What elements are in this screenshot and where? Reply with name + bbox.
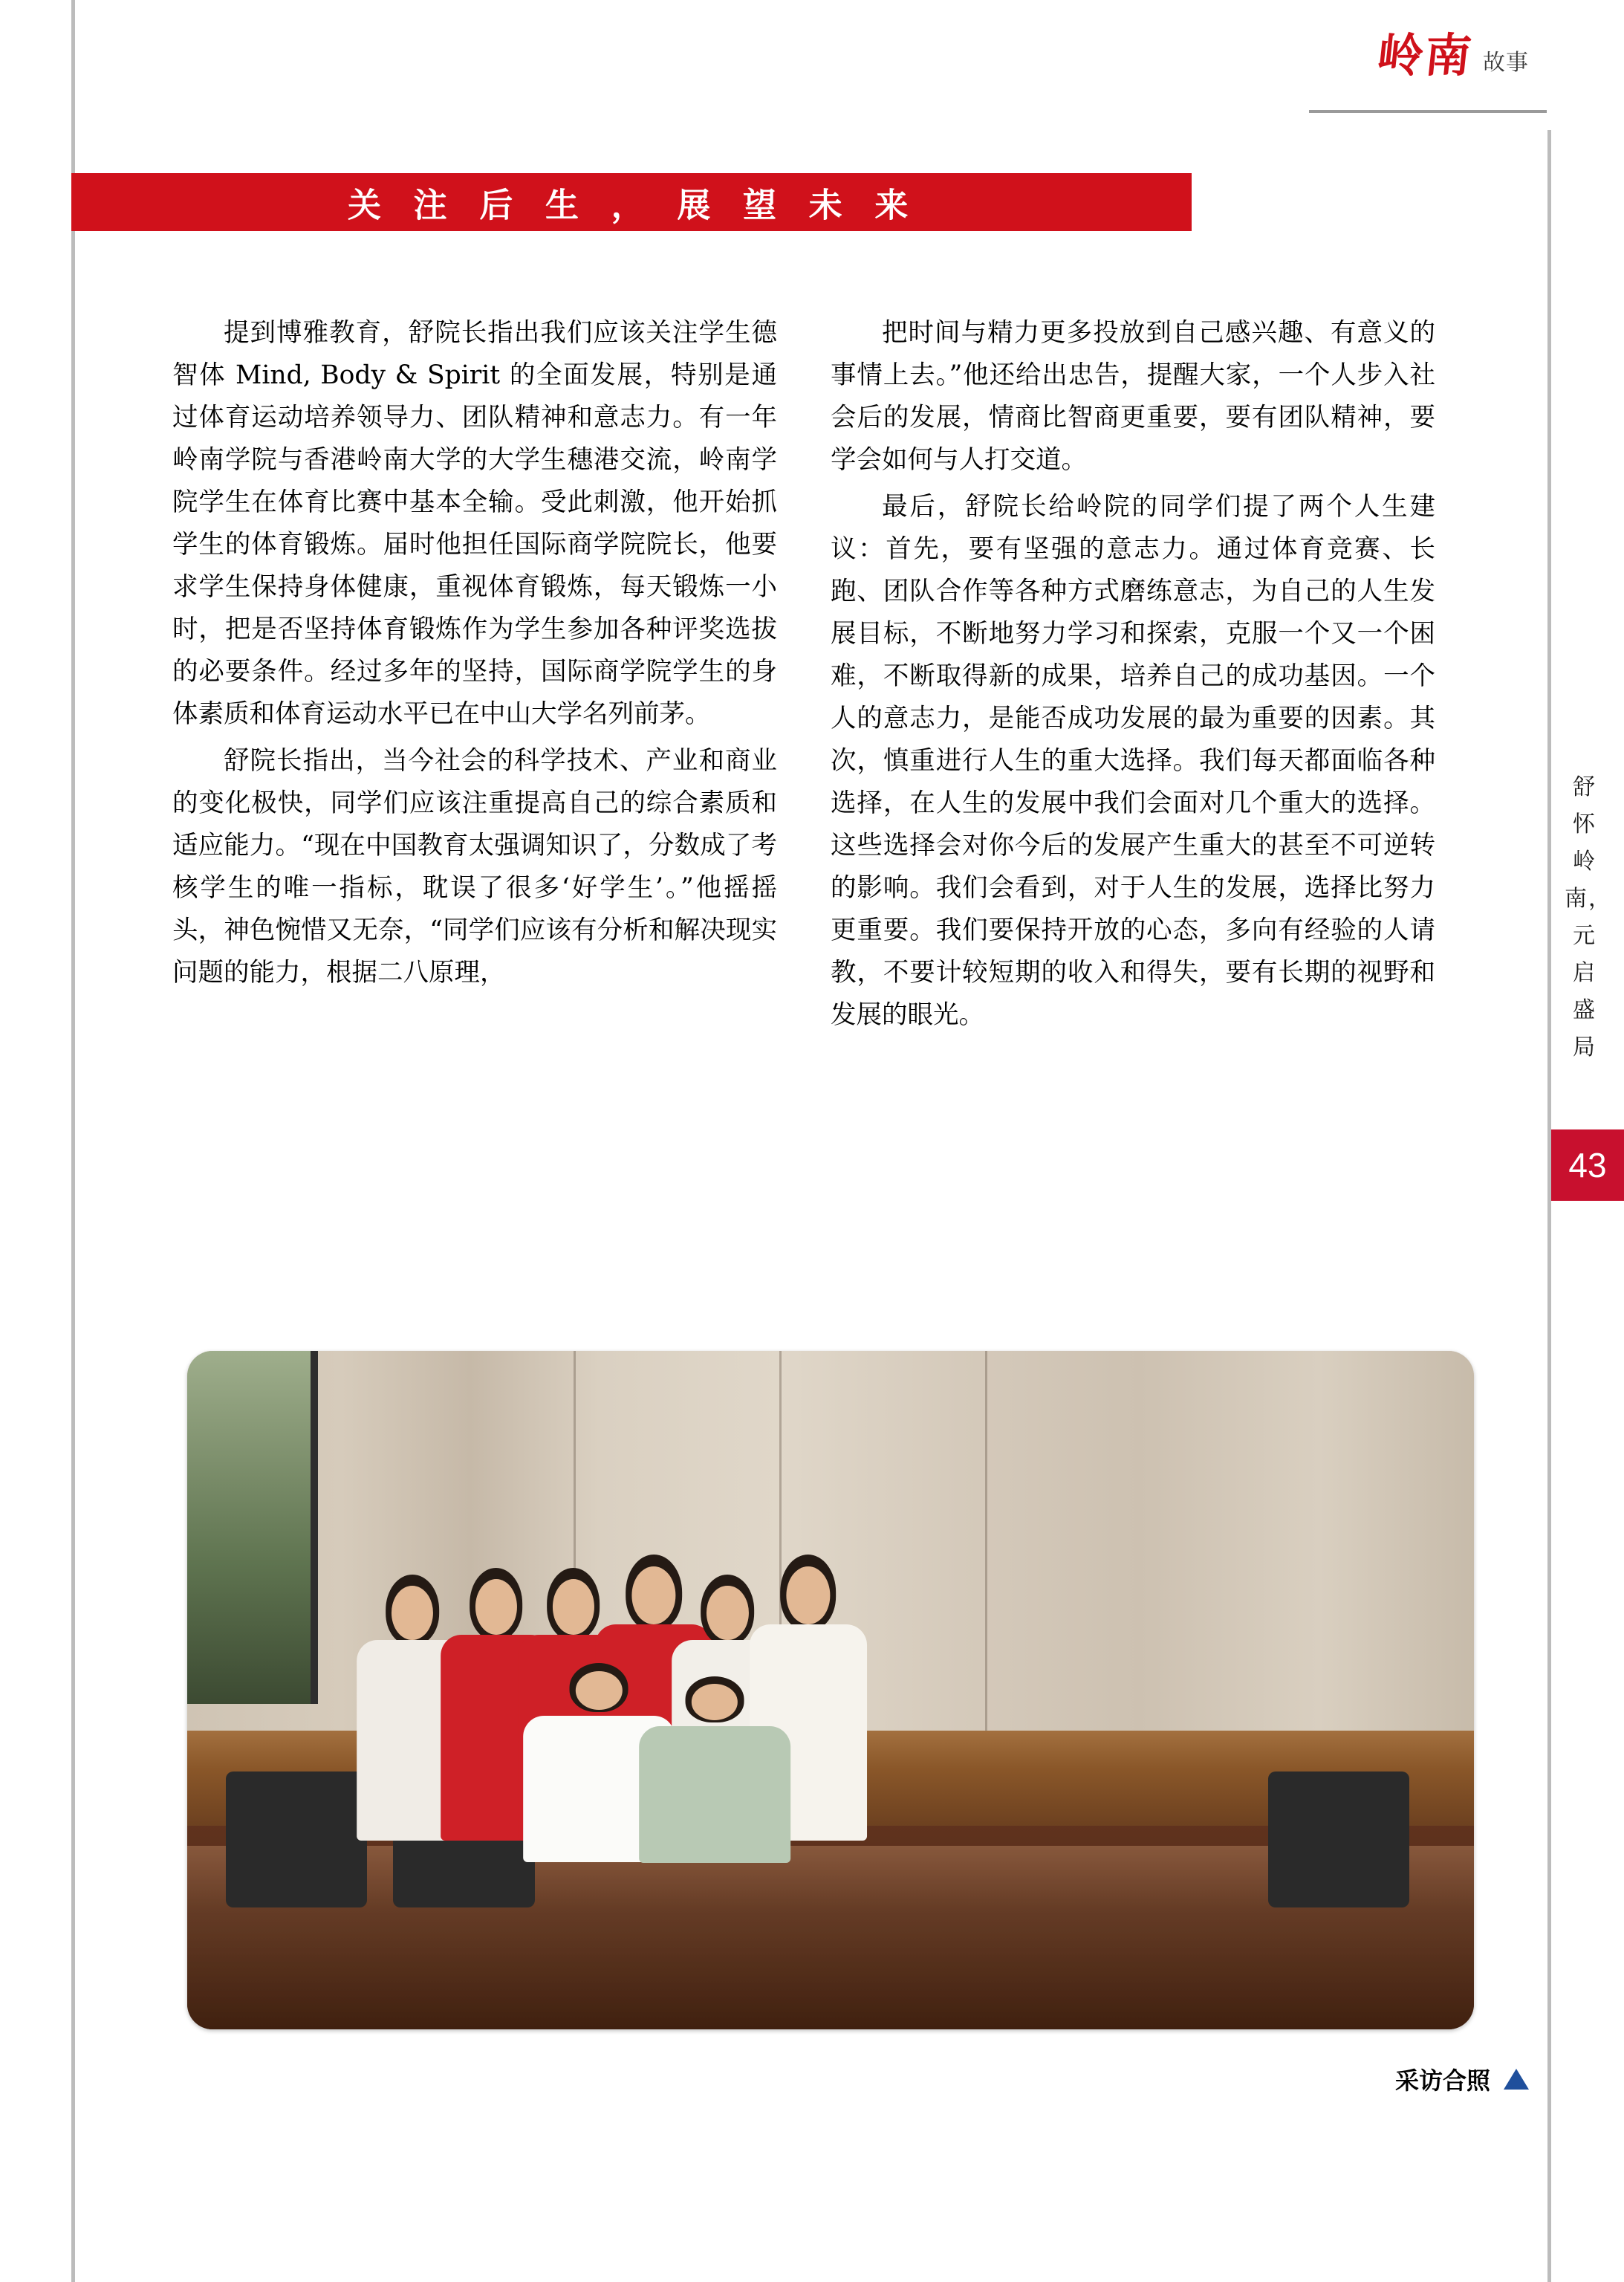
head — [786, 1566, 830, 1625]
column-left — [172, 312, 777, 1041]
person-front-right — [637, 1676, 792, 1867]
paragraph: 提到博雅教育，舒院长指出我们应该关注学生德智体 Mind, Body & Spirit 的全面发展，特别是通过体育运动培养领导力、团队精神和意志力。有一年岭南学院与香港岭南大学的大学生穗港交流，岭南学院学生在体育比赛中基本全输。受此刺激，他开始抓学生的体育锻炼。届时他担任国际商学院院长，他要求学生保持身体健康，重视体育锻炼，每天锻炼一小时，把是否坚持体育锻炼作为学生参加各种评奖选拔的必要条件。经过多年的坚持，国际商学院学生的身体素质和体育运动水平已在中山大学名列前茅。 — [172, 318, 777, 729]
page-number: 43 — [1551, 1129, 1624, 1201]
torso — [639, 1726, 790, 1863]
article-title-banner — [71, 173, 1192, 231]
masthead-subtitle: 故事 — [1483, 51, 1529, 75]
paragraph: 舒院长指出，当今社会的科学技术、产业和商业的变化极快，同学们应该注重提高自己的综合素质和适应能力。“现在中国教育太强调知识了，分数成了考核学生的唯一指标，耽误了很多‘好学生’。”他摇摇头，神色惋惜又无奈，“同学们应该有分析和解决现实问题的能力，根据二八原理， — [172, 746, 777, 988]
paragraph: 把时间与精力更多投放到自己感兴趣、有意义的事情上去。”他还给出忠告，提醒大家，一个人步入社会后的发展，情商比智商更重要，要有团队精神，要学会如何与人打交道。 — [831, 318, 1435, 475]
wall-seam — [985, 1351, 987, 1772]
window — [187, 1351, 316, 1704]
paragraph: 最后，舒院长给岭院的同学们提了两个人生建议：首先，要有坚强的意志力。通过体育竞赛、长跑、团队合作等各种方式磨练意志，为自己的人生发展目标，不断地努力学习和探索，克服一个又一个困难，不断取得新的成果，培养自己的成功基因。一个人的意志力，是能否成功发展的最为重要的因素。其次，慎重进行人生的重大选择。我们每天都面临各种选择，在人生的发展中我们会面对几个重大的选择。这些选择会对你今后的发展产生重大的甚至不可逆转的影响。我们会看到，对于人生的发展，选择比努力更重要。我们要保持开放的心态，多向有经验的人请教，不要计较短期的收入和得失，要有长期的视野和发展的眼光。 — [831, 492, 1435, 1030]
chair — [1268, 1772, 1410, 1907]
page-title: 关 注 后 生 ， 展 望 未 来 — [348, 185, 919, 225]
column-right — [831, 312, 1435, 1041]
chair — [226, 1772, 368, 1907]
right-margin-rule — [1547, 130, 1551, 2282]
photo-caption — [1395, 2062, 1529, 2096]
photo-caption-text: 采访合照 — [1394, 2067, 1490, 2095]
head — [475, 1579, 517, 1635]
interview-group-photo — [187, 1351, 1474, 2029]
masthead-brand: 岭南 — [1374, 28, 1475, 82]
left-margin-rule — [71, 0, 75, 2282]
head — [576, 1671, 622, 1710]
head — [553, 1579, 594, 1635]
triangle-marker-icon — [1504, 2069, 1529, 2090]
window-frame — [311, 1351, 318, 1704]
article-body — [172, 312, 1435, 1041]
masthead-rule — [1309, 110, 1547, 113]
vertical-section-label: 舒怀岭南，元启盛局 — [1565, 774, 1612, 1060]
head — [707, 1586, 748, 1640]
head — [692, 1684, 738, 1720]
head — [392, 1586, 433, 1640]
masthead — [1374, 28, 1529, 82]
photo-content — [187, 1351, 1474, 2029]
